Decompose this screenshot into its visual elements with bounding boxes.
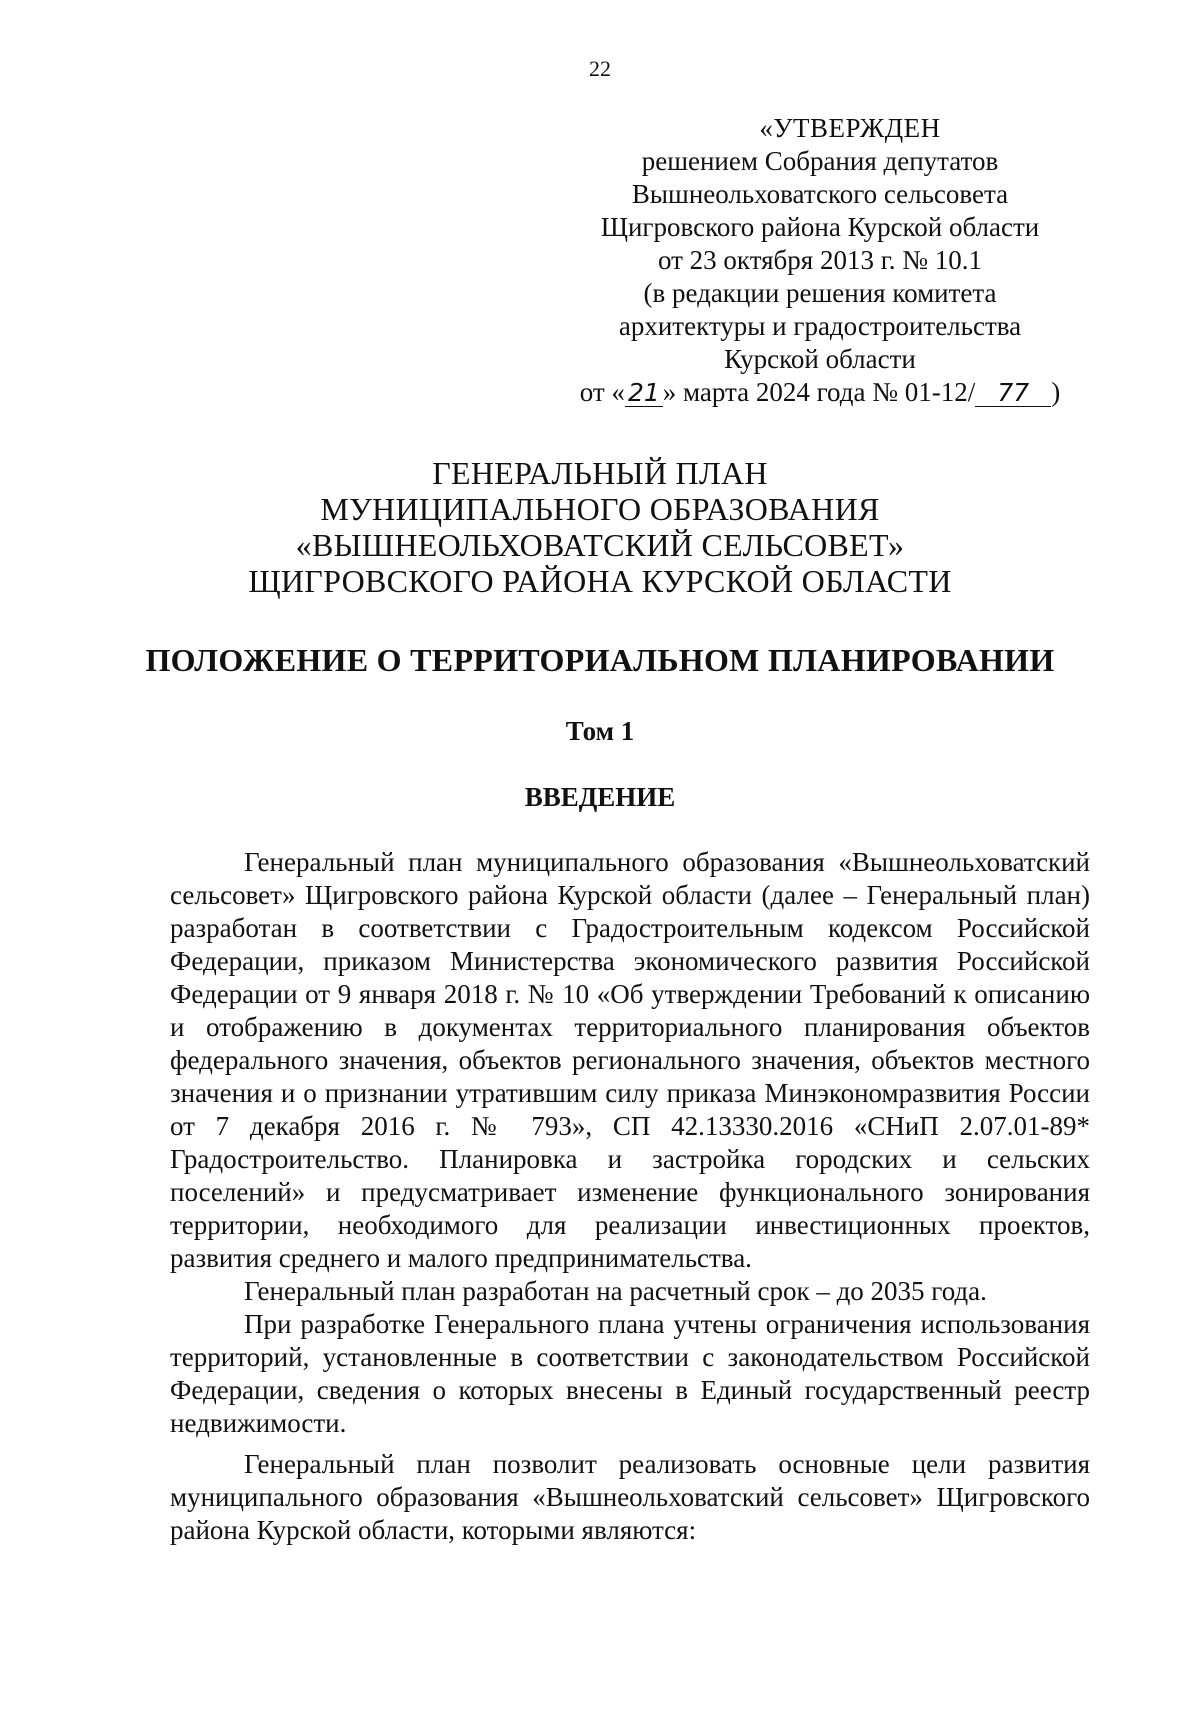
handwritten-day: 21	[625, 380, 663, 407]
body-text	[170, 846, 1090, 1547]
handwritten-number: 77	[975, 380, 1051, 407]
title-line: ГЕНЕРАЛЬНЫЙ ПЛАН	[432, 455, 768, 491]
section-title: ПОЛОЖЕНИЕ О ТЕРРИТОРИАЛЬНОМ ПЛАНИРОВАНИИ	[145, 642, 1055, 678]
paragraph: При разработке Генерального плана учтены ограничения использования территорий, установленные в соответствии с законодательством Российской Федерации, сведения о которых внесены в Единый государственный реестр недвижимости.	[170, 1309, 1090, 1438]
approval-heading: «УТВЕРЖДЕН	[759, 113, 941, 143]
approval-line: архитектуры и градостроительства	[618, 311, 1022, 341]
paragraph: Генеральный план муниципального образования «Вышнеольховатский сельсовет» Щигровского района Курской области (далее – Генеральный план) разработан в соответствии с Градостроительным кодексом Российской Федерации, приказом Министерства экономического развития Российской Федерации от 9 января 2018 г. № 10 «Об утверждении Требований к описанию и отображению в документах территориального планирования объектов федерального значения, объектов регионального значения, объектов местного значения и о признании утратившим силу приказа Минэкономразвития России от 7 декабря 2016 г. № 793», СП 42.13330.2016 «СНиП 2.07.01-89* Градостроительство. Планировка и застройка городских и сельских поселений» и предусматривает изменение функционального зонирования территории, необходимого для реализации инвестиционных проектов, развития среднего и малого предпринимательства.	[170, 847, 1090, 1273]
approval-sign-prefix: от «	[579, 377, 625, 407]
title-line: МУНИЦИПАЛЬНОГО ОБРАЗОВАНИЯ	[320, 491, 880, 527]
approval-sign-middle: » марта 2024 года № 01-12/	[662, 377, 976, 407]
paragraph: Генеральный план позволит реализовать основные цели развития муниципального образования «Вышнеольховатский сельсовет» Щигровского района Курской области, которыми являются:	[170, 1449, 1090, 1545]
volume-label: Том 1	[565, 716, 635, 746]
approval-line: Вышнеольховатского сельсовета	[631, 179, 1009, 209]
title-line: ЩИГРОВСКОГО РАЙОНА КУРСКОЙ ОБЛАСТИ	[248, 563, 952, 599]
approval-stamp	[560, 112, 1080, 409]
approval-line: решением Собрания депутатов	[641, 146, 999, 176]
document-title	[0, 455, 1200, 599]
page-number: 22	[589, 56, 611, 81]
paragraph: Генеральный план разработан на расчетный срок – до 2035 года.	[244, 1276, 987, 1306]
approval-sign-suffix: )	[1051, 377, 1061, 407]
title-line: «ВЫШНЕОЛЬХОВАТСКИЙ СЕЛЬСОВЕТ»	[295, 527, 905, 563]
intro-heading: ВВЕДЕНИЕ	[524, 782, 676, 812]
approval-line: (в редакции решения комитета	[643, 278, 997, 308]
approval-line: от 23 октября 2013 г. № 10.1	[657, 245, 982, 275]
approval-line: Щигровского района Курской области	[600, 212, 1040, 242]
approval-signature-line	[560, 376, 1080, 409]
approval-line: Курской области	[724, 344, 916, 374]
